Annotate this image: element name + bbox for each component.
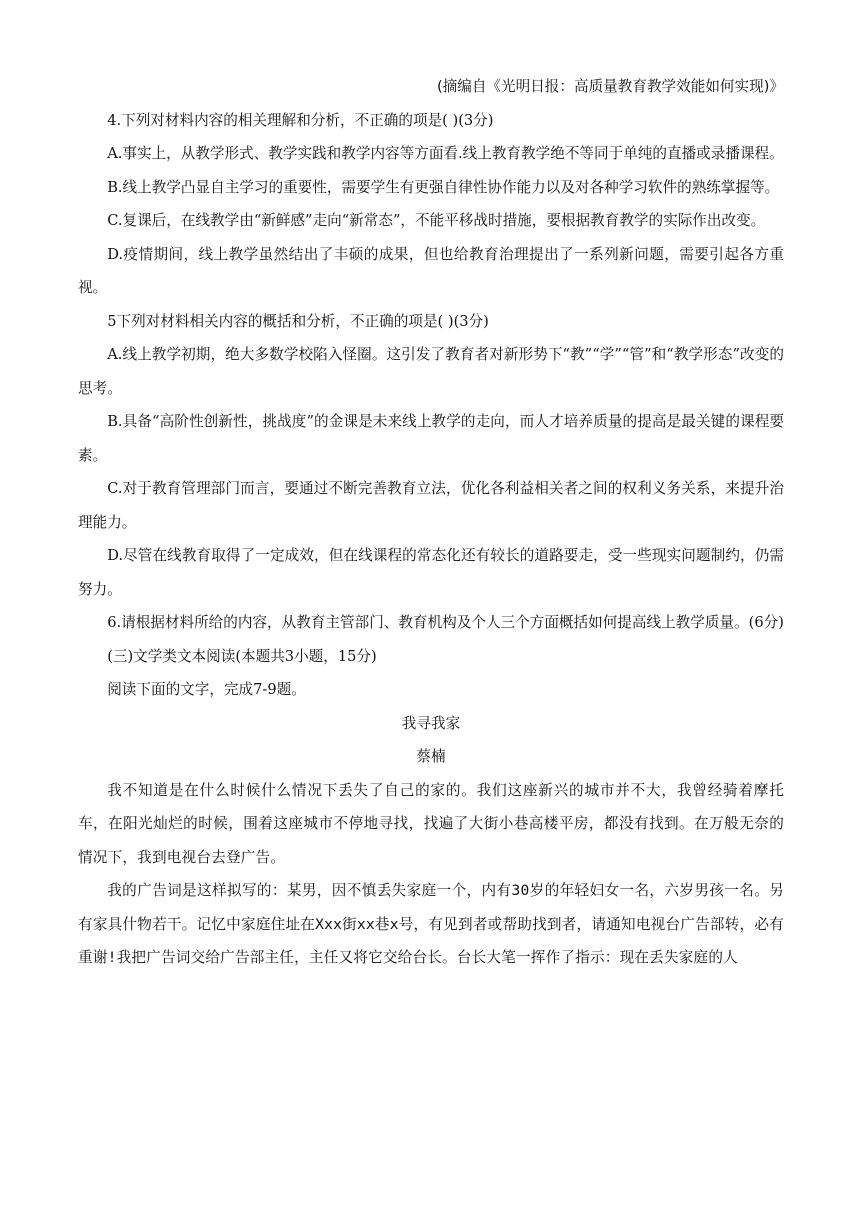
- q4-option-c: C.复课后，在线教学由“新鲜感”走向“新常态”，不能平移战时措施，要根据教育教学的实际作出改变。: [107, 212, 766, 229]
- reading-instruction: 阅读下面的文字，完成7-9题。: [107, 681, 306, 698]
- story-author: 蔡楠: [416, 748, 446, 765]
- q5-option-a: A.线上教学初期，绝大多数学校陷入怪圈。这引发了教育者对新形势下“教”“学”“管”和“教学形态”改变的思考。: [78, 346, 784, 397]
- q4-option-d: D.疫情期间，线上教学虽然结出了丰硕的成果，但也给教育治理提出了一系列新问题，需要引起各方重视。: [78, 245, 784, 296]
- story-paragraph-1: 我不知道是在什么时候什么情况下丢失了自己的家的。我们这座新兴的城市并不大，我曾经骑着摩托车，在阳光灿烂的时候，围着这座城市不停地寻找，找遍了大街小巷高楼平房，都没有找到。在万般无奈的情况下，我到电视台去登广告。: [78, 781, 784, 866]
- q5-option-b: B.具备“高阶性创新性，挑战度”的金课是未来线上教学的走向，而人才培养质量的提高是最关键的课程要素。: [78, 413, 784, 464]
- q5-stem: 5下列对材料相关内容的概括和分析，不正确的项是( )(3分): [107, 312, 489, 330]
- story-title: 我寻我家: [401, 714, 461, 732]
- q5-option-d: D.尽管在线教育取得了一定成效，但在线课程的常态化还有较长的道路要走，受一些现实问题制约，仍需努力。: [78, 547, 784, 598]
- q5-option-c: C.对于教育管理部门而言，要通过不断完善教育立法，优化各利益相关者之间的权利义务关系，来提升治理能力。: [78, 480, 784, 531]
- document-page: [78, 70, 784, 975]
- section-heading: (三)文学类文本阅读(本题共3小题，15分): [107, 647, 377, 665]
- q4-option-a: A.事实上，从教学形式、教学实践和教学内容等方面看.线上教育教学绝不等同于单纯的直播或录播课程。: [107, 145, 784, 162]
- q6-question: 6.请根据材料所给的内容，从教育主管部门、教育机构及个人三个方面概括如何提高线上教学质量。(6分): [107, 614, 784, 631]
- q4-stem: 4.下列对材料内容的相关理解和分析，不正确的项是( )(3分): [107, 111, 494, 129]
- q4-option-b: B.线上教学凸显自主学习的重要性，需要学生有更强自律性协作能力以及对各种学习软件的熟练掌握等。: [107, 178, 780, 196]
- story-paragraph-2: 我的广告词是这样拟写的：某男，因不慎丢失家庭一个，内有30岁的年轻妇女一名，六岁男孩一名。另有家具什物若干。记忆中家庭住址在Xxx街xx巷x号，有见到者或帮助找到者，请通知电视台广告部转，必有重谢!我把广告词交给广告部主任，主任又将它交给台长。台长大笔一挥作了指示：现在丢失家庭的人: [78, 882, 784, 966]
- source-citation: (摘编自《光明日报：高质量教育教学效能如何实现)》: [436, 78, 784, 95]
